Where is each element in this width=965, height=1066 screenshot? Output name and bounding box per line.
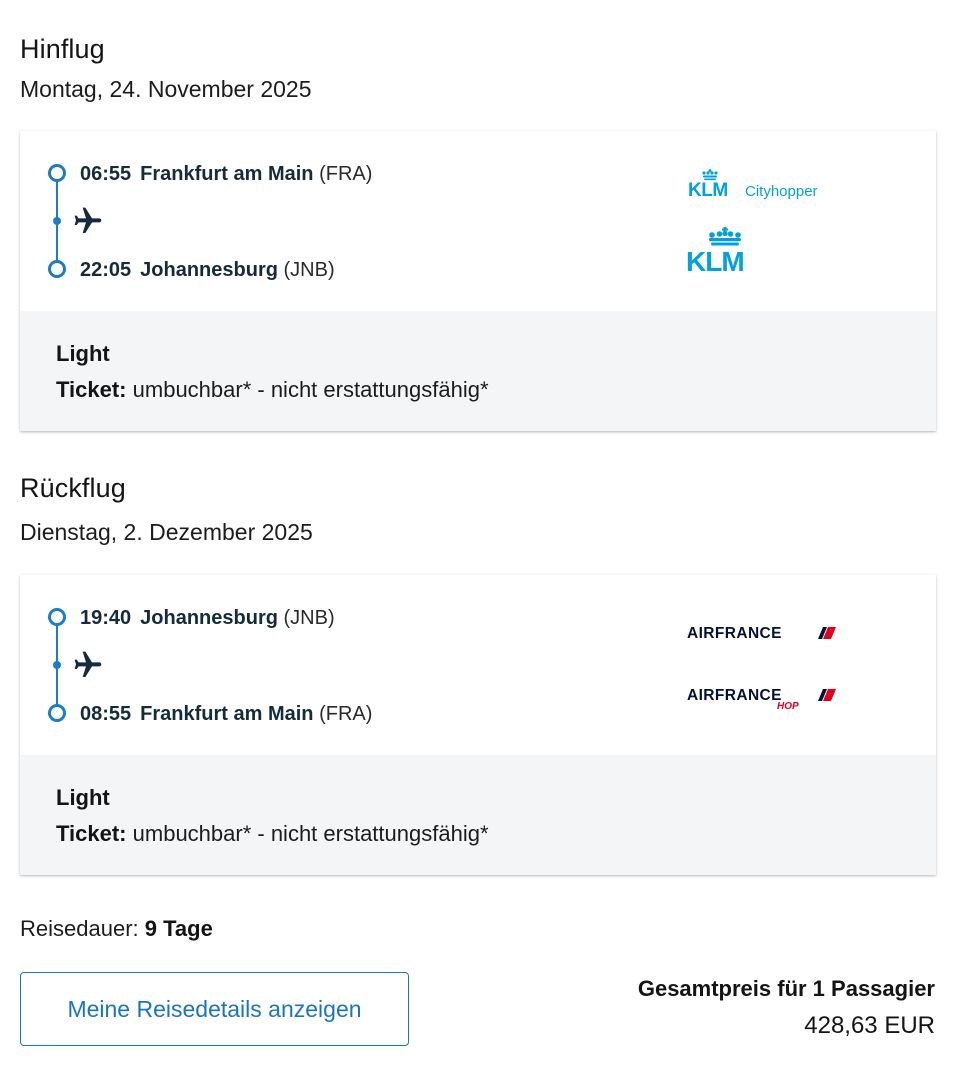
arrival-city: Johannesburg (140, 259, 278, 281)
cityhopper-logo-text: Cityhopper (745, 183, 818, 200)
inbound-title: Rückflug (20, 473, 126, 503)
air-france-logo-text: AIRFRANCE (687, 687, 782, 704)
departure-city: Johannesburg (140, 607, 278, 629)
klm-logo-text: KLM (688, 180, 728, 201)
inbound-itinerary (20, 575, 936, 755)
ticket-text: umbuchbar* - nicht erstattungsfähig* (132, 377, 489, 402)
outbound-title: Hinflug (20, 34, 105, 64)
klm-logo (686, 227, 766, 275)
departure-ring-icon (48, 608, 66, 626)
show-trip-details-button[interactable]: Meine Reisedetails anzeigen (20, 972, 409, 1046)
air-france-stripe-icon (818, 689, 836, 701)
inbound-date: Dienstag, 2. Dezember 2025 (20, 519, 313, 545)
fare-name: Light (56, 785, 110, 810)
departure-city: Frankfurt am Main (140, 163, 314, 185)
klm-logo-text: KLM (686, 246, 744, 277)
ticket-text: umbuchbar* - nicht erstattungsfähig* (132, 821, 489, 846)
arrival-ring-icon (48, 260, 66, 278)
total-price-value: 428,63 EUR (804, 1012, 935, 1039)
departure-code: (FRA) (319, 163, 373, 185)
plane-icon (72, 205, 104, 237)
inbound-departure (80, 607, 335, 630)
timeline-dot-icon (53, 661, 61, 669)
outbound-arrival (80, 259, 335, 282)
inbound-arrival (80, 703, 372, 726)
air-france-logo-text: AIRFRANCE (687, 625, 782, 642)
departure-time: 19:40 (80, 607, 132, 629)
departure-ring-icon (48, 164, 66, 182)
total-price-label: Gesamtpreis für 1 Passagier (637, 976, 935, 1001)
hop-logo-text: HOP (777, 701, 799, 712)
arrival-city: Frankfurt am Main (140, 703, 314, 725)
klm-cityhopper-logo (688, 169, 838, 203)
air-france-stripe-icon (818, 627, 836, 639)
departure-code: (JNB) (283, 607, 335, 629)
outbound-date: Montag, 24. November 2025 (20, 76, 312, 102)
arrival-code: (FRA) (319, 703, 373, 725)
trip-duration (20, 916, 213, 942)
air-france-hop-logo (687, 687, 839, 717)
ticket-label: Ticket: (56, 377, 127, 402)
timeline-dot-icon (53, 217, 61, 225)
klm-crown-icon (705, 227, 745, 247)
fare-ticket-conditions (56, 377, 936, 403)
duration-value: 9 Tage (144, 916, 213, 941)
ticket-label: Ticket: (56, 821, 127, 846)
outbound-itinerary (20, 131, 936, 311)
departure-time: 06:55 (80, 163, 132, 185)
inbound-fare (20, 755, 936, 875)
arrival-code: (JNB) (283, 259, 335, 281)
arrival-ring-icon (48, 704, 66, 722)
outbound-fare (20, 311, 936, 431)
plane-icon (72, 649, 104, 681)
inbound-flight-card (20, 575, 936, 875)
arrival-time: 08:55 (80, 703, 132, 725)
arrival-time: 22:05 (80, 259, 132, 281)
fare-ticket-conditions (56, 821, 936, 847)
outbound-flight-card (20, 131, 936, 431)
air-france-logo (687, 625, 839, 643)
outbound-departure (80, 163, 372, 186)
duration-label: Reisedauer: (20, 916, 139, 941)
fare-name: Light (56, 341, 110, 366)
